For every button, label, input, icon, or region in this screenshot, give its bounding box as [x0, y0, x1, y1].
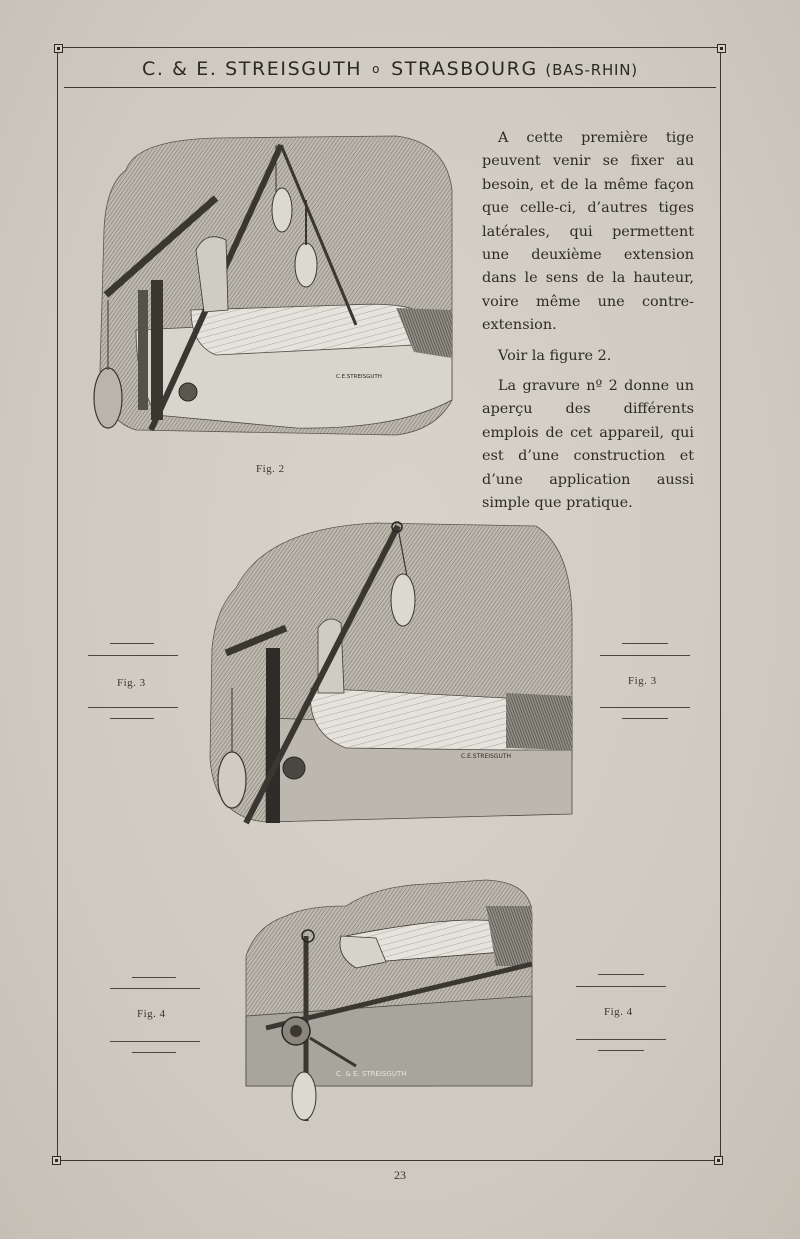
fig3-right-rule-2	[600, 655, 690, 656]
fig3-right-rule-3	[600, 707, 690, 708]
paragraph-1: A cette première tige peuvent venir se fixer au besoin, et de la même façon que celle-ci, d’autres tiges latérales, qui permettent une deuxième extension dans le sens de la hauteur, voire même une contre-extension.	[482, 130, 694, 334]
fig3-signature: C.E.STREISGUTH	[461, 753, 512, 760]
fig4-engraving	[246, 876, 534, 1122]
frame-bottom-line	[56, 1160, 720, 1161]
frame-top-line	[58, 47, 722, 48]
page-number: 23	[394, 1168, 406, 1182]
fig2-signature: C.E.STREISGUTH	[336, 374, 382, 380]
fig2-label: Fig. 2	[256, 463, 285, 475]
fig3-label-left: Fig. 3	[117, 677, 146, 689]
fig3-engraving	[206, 518, 576, 826]
header-separator: o	[372, 62, 382, 76]
header-underline	[64, 87, 716, 88]
paragraph-3: La gravure nº 2 donne un aperçu des différents emplois de cet appareil, qui est d’une construction et d’une application aussi simple que pratique.	[482, 378, 694, 512]
fig4-signature: C. & E. STREISGUTH	[336, 1070, 407, 1078]
fig4-label-left: Fig. 4	[137, 1008, 166, 1020]
fig4-right-rule-1	[598, 974, 644, 975]
body-text	[482, 127, 694, 523]
city-name: STRASBOURG	[391, 58, 538, 80]
frame-corner-top-left	[54, 44, 63, 53]
fig4-label-right: Fig. 4	[604, 1006, 633, 1018]
company-name: C. & E. STREISGUTH	[142, 58, 363, 80]
fig3-right-rule-4	[622, 718, 668, 719]
fig2-engraving	[96, 130, 456, 440]
fig3-right-rule-1	[622, 643, 668, 644]
paragraph-2: Voir la figure 2.	[498, 347, 612, 364]
page-header	[64, 58, 716, 80]
frame-corner-top-right	[717, 44, 726, 53]
frame-corner-bottom-right	[714, 1156, 723, 1165]
fig4-left-rule-4	[132, 1052, 176, 1053]
fig4-left-rule-3	[110, 1041, 200, 1042]
frame-left-line	[57, 48, 58, 1160]
frame-corner-bottom-left	[52, 1156, 61, 1165]
frame-right-line	[720, 48, 721, 1160]
fig3-label-right: Fig. 3	[628, 675, 657, 687]
fig4-right-rule-2	[576, 986, 666, 987]
fig3-left-rule-3	[88, 707, 178, 708]
fig4-left-rule-1	[132, 977, 176, 978]
region-name: (BAS-RHIN)	[545, 61, 638, 79]
fig4-right-rule-4	[598, 1050, 644, 1051]
fig4-left-rule-2	[110, 988, 200, 989]
fig3-left-rule-2	[88, 655, 178, 656]
fig4-right-rule-3	[576, 1039, 666, 1040]
fig3-left-rule-1	[110, 643, 154, 644]
fig3-left-rule-4	[110, 718, 154, 719]
